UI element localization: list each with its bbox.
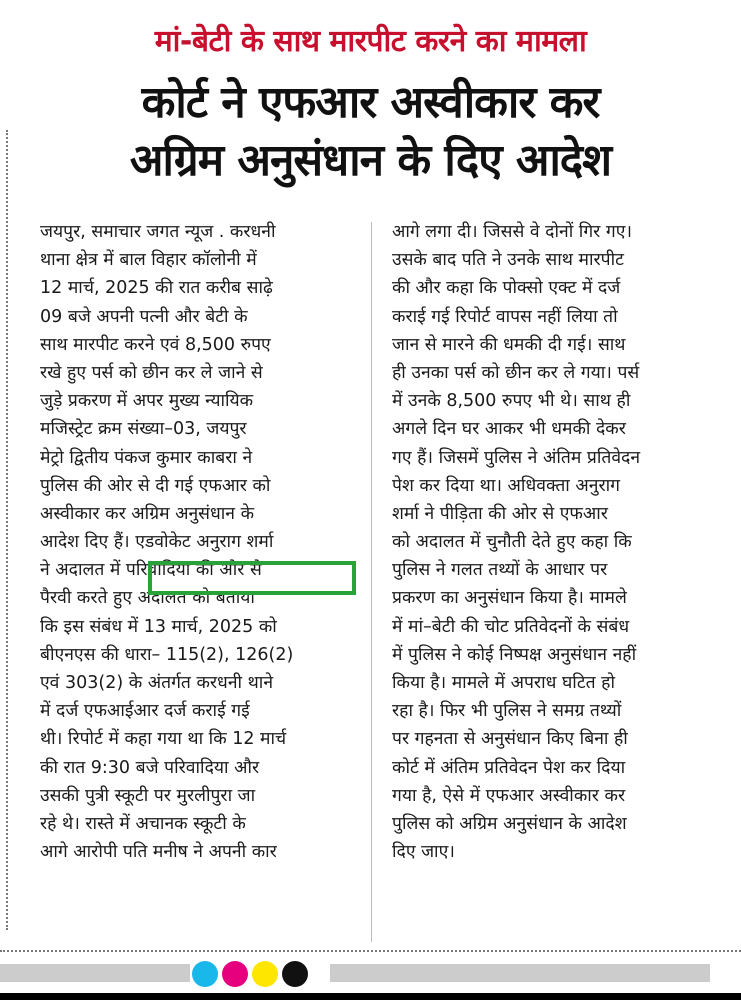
article-headline <box>0 74 741 190</box>
article-text-line: में पुलिस ने कोई निष्पक्ष अनुसंधान नहीं <box>392 644 637 665</box>
article-text-line: बीएनएस की धारा– 115(2), 126(2) <box>40 644 294 665</box>
article-text-line: अस्वीकार कर अग्रिम अनुसंधान के <box>40 503 255 524</box>
article-column-right <box>392 218 722 866</box>
article-text-line: को अदालत में चुनौती देते हुए कहा कि <box>392 532 632 553</box>
bottom-edge-bar <box>0 993 741 1000</box>
headline-line: अग्रिम अनुसंधान के दिए आदेश <box>129 135 612 186</box>
article-text-line: दिए जाए। <box>392 842 455 863</box>
article-text-line: आगे आरोपी पति मनीष ने अपनी कार <box>40 842 277 863</box>
registration-dot <box>252 961 278 987</box>
registration-dot <box>282 961 308 987</box>
column-divider <box>371 222 372 942</box>
registration-dot <box>222 961 248 987</box>
article-text-line: पर गहनता से अनुसंधान किए बिना ही <box>392 729 628 750</box>
article-text-line: में दर्ज एफआईआर दर्ज कराई गई <box>40 701 250 722</box>
article-text-line: उसके बाद पति ने उनके साथ मारपीट <box>392 250 624 271</box>
article-text-line: पुलिस को अग्रिम अनुसंधान के आदेश <box>392 813 627 834</box>
article-text-line: प्रकरण का अनुसंधान किया है। मामले <box>392 588 627 609</box>
article-text-line: 09 बजे अपनी पत्नी और बेटी के <box>40 306 248 327</box>
article-text-line: कि इस संबंध में 13 मार्च, 2025 को <box>40 616 277 637</box>
article-text-line: रहे थे। रास्ते में अचानक स्कूटी के <box>40 813 246 834</box>
article-text-line: में मां–बेटी की चोट प्रतिवेदनों के संबंध <box>392 616 630 637</box>
registration-bar-right <box>330 964 710 982</box>
article-text-line: आदेश दिए हैं। एडवोकेट अनुराग शर्मा <box>40 532 274 553</box>
article-text-line: थी। रिपोर्ट में कहा गया था कि 12 मार्च <box>40 729 287 750</box>
article-text-line: कोर्ट में अंतिम प्रतिवेदन पेश कर दिया <box>392 757 626 778</box>
article-text-line: उसकी पुत्री स्कूटी पर मुरलीपुरा जा <box>40 785 256 806</box>
headline-line: कोर्ट ने एफआर अस्वीकार कर <box>141 77 600 128</box>
article-text-line: में उनके 8,500 रुपए भी थे। साथ ही <box>392 391 631 412</box>
registration-dot <box>192 961 218 987</box>
left-dotted-border <box>6 130 8 930</box>
article-text-line: गए हैं। जिसमें पुलिस ने अंतिम प्रतिवेदन <box>392 447 641 468</box>
article-text-line: शर्मा ने पीड़िता की ओर से एफआर <box>392 503 608 524</box>
article-kicker: मां-बेटी के साथ मारपीट करने का मामला <box>154 24 587 59</box>
bottom-dotted-border <box>0 950 741 952</box>
article-text-line: जुड़े प्रकरण में अपर मुख्य न्यायिक <box>40 391 254 412</box>
registration-marks <box>192 961 308 987</box>
registration-bar-left <box>0 964 190 982</box>
article-text-line: पेश कर दिया था। अधिवक्ता अनुराग <box>392 475 621 496</box>
article-text-line: कराई गई रिपोर्ट वापस नहीं लिया तो <box>392 306 618 327</box>
article-text-line: ही उनका पर्स को छीन कर ले गया। पर्स <box>392 362 640 383</box>
article-text-line: थाना क्षेत्र में बाल विहार कॉलोनी में <box>40 250 257 271</box>
article-text-line: एवं 303(2) के अंतर्गत करधनी थाने <box>40 673 274 693</box>
article-text-line: अगले दिन घर आकर भी धमकी देकर <box>392 419 626 440</box>
article-text-line: आगे लगा दी। जिससे वे दोनों गिर गए। <box>392 222 633 242</box>
article-text-line: ने अदालत में परिवादिया की ओर से <box>40 560 262 581</box>
article-text-line: जान से मारने की धमकी दी गई। साथ <box>392 334 626 355</box>
article-text-line: की और कहा कि पोक्सो एक्ट में दर्ज <box>392 278 621 299</box>
article-text-line: रहा है। फिर भी पुलिस ने समग्र तथ्यों <box>392 701 622 722</box>
article-text-line: मेट्रो द्वितीय पंकज कुमार काबरा ने <box>40 447 253 468</box>
article-text-line: 12 मार्च, 2025 की रात करीब साढ़े <box>40 278 273 299</box>
article-text-line: मजिस्ट्रेट क्रम संख्या–03, जयपुर <box>40 419 247 440</box>
article-text-line: किया है। मामले में अपराध घटित हो <box>392 673 616 693</box>
article-column-left <box>40 218 362 866</box>
article-text-line: जयपुर, समाचार जगत न्यूज . करधनी <box>40 222 276 242</box>
article-text-line: पुलिस ने गलत तथ्यों के आधार पर <box>392 560 608 581</box>
article-text-line: साथ मारपीट करने एवं 8,500 रुपए <box>40 334 271 355</box>
highlight-box <box>148 561 356 595</box>
article-text-line: पुलिस की ओर से दी गई एफआर को <box>40 475 271 496</box>
article-text-line: की रात 9:30 बजे परिवादिया और <box>40 757 260 778</box>
article-text-line: पैरवी करते हुए अदालत को बताया <box>40 588 255 609</box>
article-text-line: रखे हुए पर्स को छीन कर ले जाने से <box>40 362 263 383</box>
article-text-line: गया है, ऐसे में एफआर अस्वीकार कर <box>392 785 626 806</box>
